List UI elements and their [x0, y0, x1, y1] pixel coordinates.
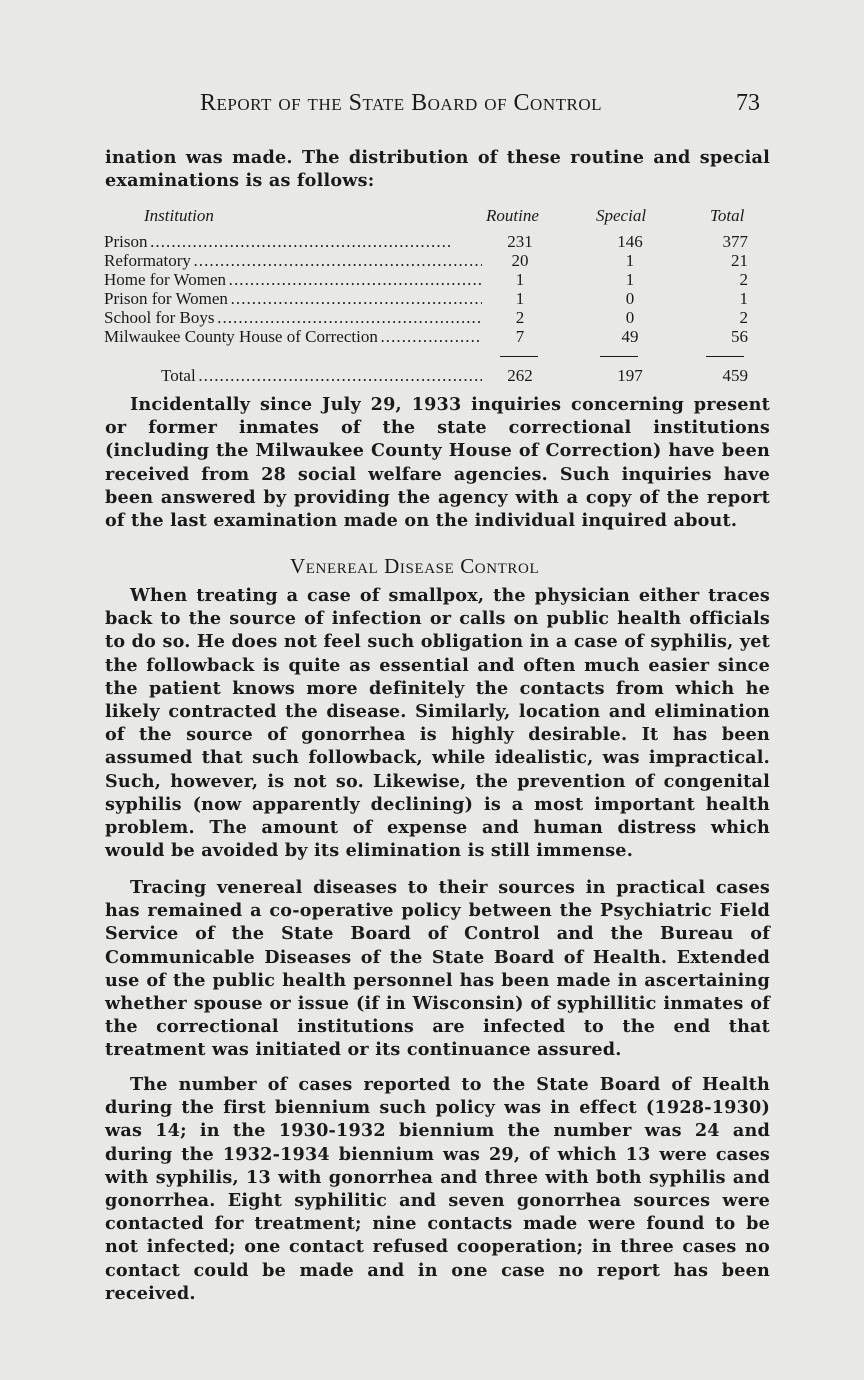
routine-value: 20	[511, 251, 529, 270]
section-heading: Venereal Disease Control	[290, 554, 540, 578]
sum-rule	[500, 356, 538, 357]
total-rules	[104, 346, 764, 366]
body-paragraph: Tracing venereal diseases to their sources in practical cases has remained a co-operative policy between the Psychiatric Field Service of the State Board of Control and the Bureau of Communicable Diseases of the State Board of Health. Extended use of the public health personnel has been made in ascertaining whether spouse or issue (if in Wisconsin) of syphillitic inmates of the correctional institutions are infected to the end that treatment was initiated or its continuance assured.	[105, 877, 770, 1061]
sum-rule	[706, 356, 744, 357]
total-value: 2	[739, 270, 748, 289]
running-title: Report of the State Board of Control	[200, 90, 602, 116]
body-paragraph: The number of cases reported to the State Board of Health during the first biennium such policy was in effect (1928-1930) was 14; in the 1930-1932 biennium the number was 24 and during the 1932-1934 biennium was 29, of which 13 were cases with syphilis, 13 with gonorrhea and three with both syphilis and gonorrhea. Eight syphilitic and seven gonorrhea sources were contacted for treatment; nine contacts made were found to be not infected; one contact refused cooperation; in three cases no contact could be made and in one case no report has been received.	[105, 1074, 770, 1304]
table-row	[104, 251, 764, 270]
institution-name: Reformatory . . .	[104, 251, 482, 271]
header-institution: Institution	[144, 206, 214, 225]
institution-name: School for Boys . . .	[104, 308, 482, 328]
total-value: 1	[739, 289, 748, 308]
routine-total: 262	[507, 366, 533, 385]
total-value: 377	[722, 232, 748, 251]
running-head	[200, 90, 760, 122]
routine-value: 231	[507, 232, 533, 251]
table-total-row	[104, 366, 764, 388]
routine-value: 1	[515, 289, 525, 308]
table-row	[104, 232, 764, 251]
total-label: Total . . .	[161, 366, 482, 386]
routine-value: 7	[515, 327, 525, 346]
total-value: 56	[731, 327, 748, 346]
institution-name: Prison . . .	[104, 232, 482, 252]
incidental-paragraph: Incidentally since July 29, 1933 inquiries concerning present or former inmates of the state correctional institutions (including the Milwaukee County House of Correction) have been received from 28 social welfare agencies. Such inquiries have been answered by providing the agency with a copy of the report of the last examination made on the individual inquired about.	[105, 394, 770, 532]
table-row	[104, 270, 764, 289]
routine-value: 2	[515, 308, 525, 327]
total-value: 21	[731, 251, 748, 270]
header-routine: Routine	[486, 206, 539, 225]
intro-paragraph: ination was made. The distribution of these routine and special examinations is as follows:	[105, 147, 770, 192]
table-row	[104, 289, 764, 308]
sum-rule	[600, 356, 638, 357]
institution-name: Milwaukee County House of Correction . . .	[104, 327, 482, 347]
body-paragraph: When treating a case of smallpox, the physician either traces back to the source of infection or calls on public health officials to do so. He does not feel such obligation in a case of syphilis, yet the followback is quite as essential and often much easier since the patient knows more definitely the contacts from which he likely contracted the disease. Similarly, location and elimination of the source of gonorrhea is highly desirable. It has been assumed that such followback, while idealistic, was impractical. Such, however, is not so. Likewise, the prevention of congenital syphilis (now apparently declining) is a most important health problem. The amount of expense and human distress which would be avoided by its elimination is still immense.	[105, 585, 770, 862]
special-value: 1	[625, 251, 635, 270]
special-value: 146	[617, 232, 643, 251]
special-total: 197	[617, 366, 643, 385]
institution-name: Prison for Women . . .	[104, 289, 482, 309]
special-value: 0	[625, 289, 635, 308]
grand-total: 459	[722, 366, 748, 385]
table-row	[104, 327, 764, 346]
special-value: 49	[621, 327, 639, 346]
examinations-table	[104, 206, 764, 388]
header-special: Special	[596, 206, 647, 225]
institution-name: Home for Women . . .	[104, 270, 482, 290]
total-value: 2	[739, 308, 748, 327]
page-number: 73	[736, 90, 760, 116]
routine-value: 1	[515, 270, 525, 289]
header-total: Total	[710, 206, 745, 225]
table-header	[104, 206, 764, 232]
special-value: 1	[625, 270, 635, 289]
special-value: 0	[625, 308, 635, 327]
table-row	[104, 308, 764, 327]
